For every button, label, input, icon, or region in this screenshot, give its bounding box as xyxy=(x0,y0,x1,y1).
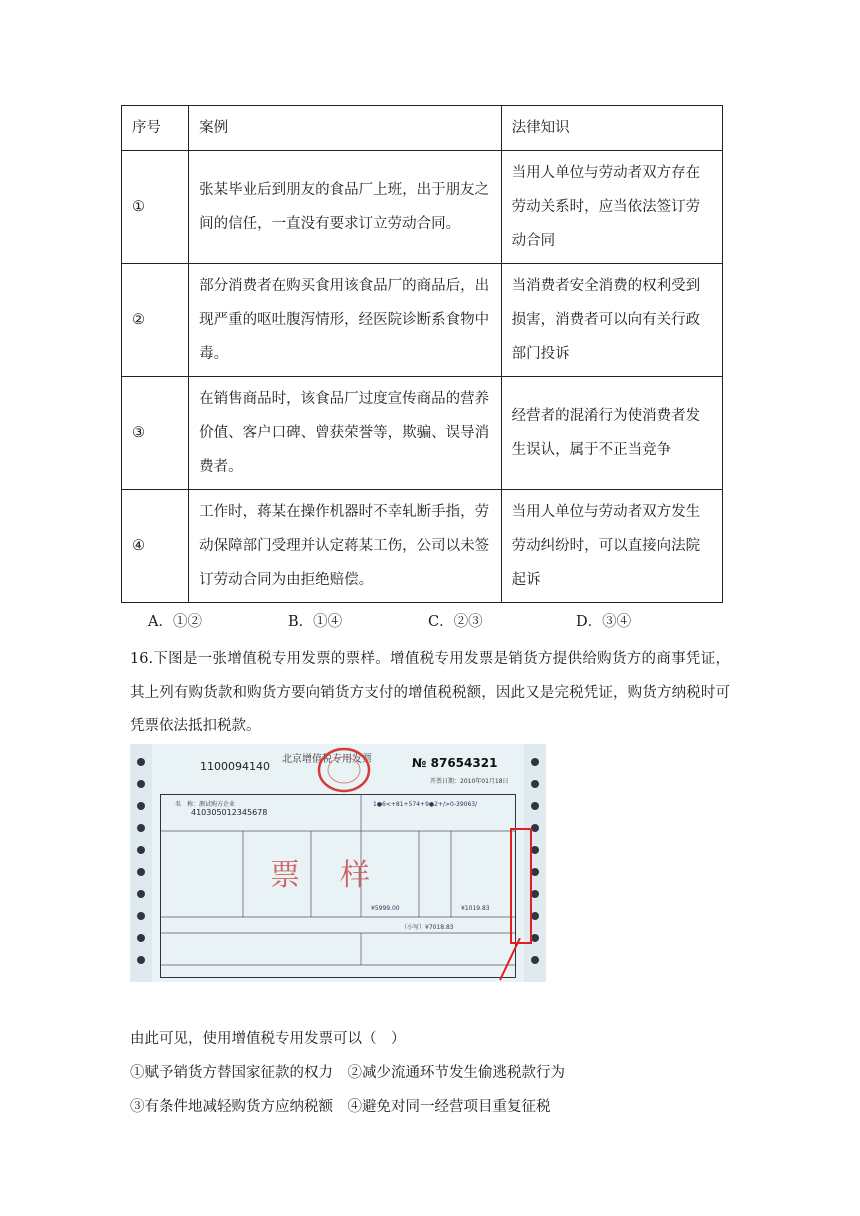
row-law: 经营者的混淆行为使消费者发生误认，属于不正当竞争 xyxy=(501,377,722,490)
row-number: ② xyxy=(122,264,189,377)
table-row xyxy=(122,151,723,264)
table-header-row xyxy=(122,106,723,151)
grand-total: （小写）¥7018.83 xyxy=(401,924,454,931)
cipher-area: 1●6<+81+574+9●2+/>0-39063/ xyxy=(373,801,478,808)
header-number: 序号 xyxy=(122,106,189,151)
row-case: 张某毕业后到朋友的食品厂上班，出于朋友之间的信任，一直没有要求订立劳动合同。 xyxy=(189,151,502,264)
row-law: 当用人单位与劳动者双方存在劳动关系时，应当依法签订劳动合同 xyxy=(501,151,722,264)
invoice-date: 开票日期：2010年01月18日 xyxy=(430,778,509,785)
invoice-image xyxy=(130,744,546,982)
q16-prompt: 由此可见，使用增值税专用发票可以（ ） xyxy=(130,1031,406,1047)
table-row xyxy=(122,377,723,490)
total-tax: ¥1019.83 xyxy=(461,905,490,912)
row-case: 在销售商品时，该食品厂过度宣传商品的营养价值、客户口碑、曾获荣誉等，欺骗、误导消费者。 xyxy=(189,377,502,490)
row-number: ③ xyxy=(122,377,189,490)
row-case: 部分消费者在购买食用该食品厂的商品后，出现严重的呕吐腹泻情形，经医院诊断系食物中毒。 xyxy=(189,264,502,377)
invoice-title: 北京增值税专用发票 xyxy=(282,754,372,765)
q16-choice-line-1: ①赋予销货方替国家征款的权力 ②减少流通环节发生偷逃税款行为 xyxy=(130,1065,565,1081)
table-row xyxy=(122,490,723,603)
invoice-seal-icon xyxy=(316,746,372,794)
option-d[interactable]: D．③④ xyxy=(576,614,632,630)
row-law: 当用人单位与劳动者双方发生劳动纠纷时，可以直接向法院起诉 xyxy=(501,490,722,603)
buyer-name: 名 称：测试购方企业 xyxy=(175,801,236,808)
invoice-number: № 87654321 xyxy=(412,756,498,770)
invoice-watermark: 票样 xyxy=(270,858,410,893)
total-amount: ¥5999.00 xyxy=(371,905,400,912)
row-number: ④ xyxy=(122,490,189,603)
invoice-code: 1100094140 xyxy=(200,760,270,773)
invoice-left-stub xyxy=(130,744,152,982)
q16-choice-line-2: ③有条件地减轻购货方应纳税额 ④避免对同一经营项目重复征税 xyxy=(130,1099,551,1115)
q16-question xyxy=(130,1022,565,1124)
red-arrow-line xyxy=(496,938,526,982)
table-row xyxy=(122,264,723,377)
q15-options xyxy=(148,610,631,632)
option-b[interactable]: B．①④ xyxy=(288,614,343,630)
option-a[interactable]: A．①② xyxy=(148,614,202,630)
header-case: 案例 xyxy=(189,106,502,151)
row-law: 当消费者安全消费的权利受到损害，消费者可以向有关行政部门投诉 xyxy=(501,264,722,377)
buyer-tax-id: 410305012345678 xyxy=(191,808,268,817)
q16-stem: 16.下图是一张增值税专用发票的票样。增值税专用发票是销货方提供给购货方的商事凭证，其上列有购货款和购货方要向销货方支付的增值税税额，因此又是完税凭证，购货方纳税时可凭票依法抵扣税款。 xyxy=(130,651,730,734)
header-law: 法律知识 xyxy=(501,106,722,151)
row-number: ① xyxy=(122,151,189,264)
case-table xyxy=(121,105,723,603)
highlight-box xyxy=(510,828,532,944)
row-case: 工作时，蒋某在操作机器时不幸轧断手指，劳动保障部门受理并认定蒋某工伤，公司以未签订劳动合同为由拒绝赔偿。 xyxy=(189,490,502,603)
option-c[interactable]: C．②③ xyxy=(428,614,483,630)
